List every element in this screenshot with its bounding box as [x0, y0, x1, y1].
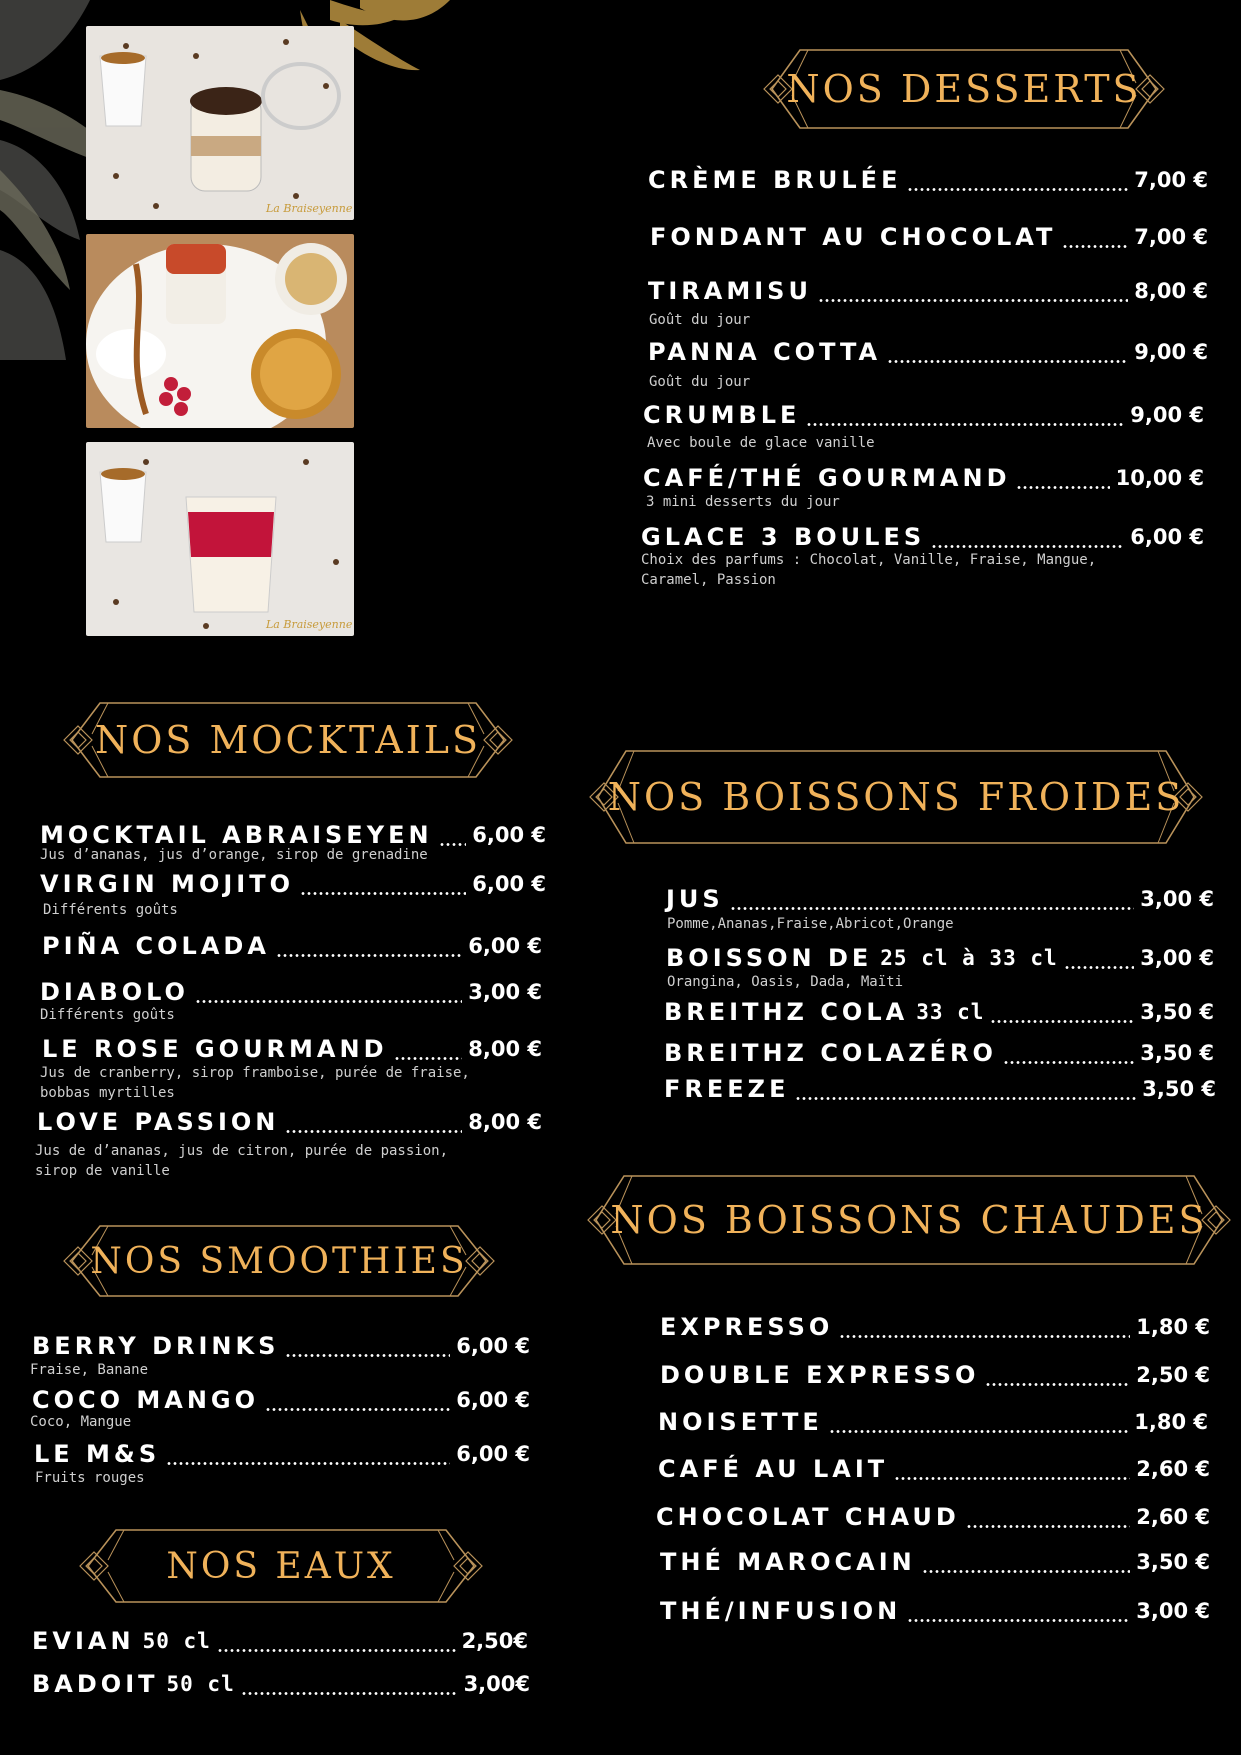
item-name: CAFÉ/THÉ GOURMAND [643, 464, 1011, 492]
item-description: Différents goûts [40, 1007, 175, 1023]
item-description: Fraise, Banane [30, 1362, 149, 1378]
menu-item [666, 941, 1214, 975]
menu-item [660, 1310, 1210, 1344]
item-description: Coco, Mangue [30, 1414, 132, 1430]
panna-cotta-raspberry-photo [86, 442, 354, 636]
eaux-title: NOS EAUX [166, 1545, 396, 1587]
item-description: Jus de cranberry, sirop framboise, purée de fraise, bobbas myrtilles [40, 1065, 470, 1101]
dot-leader [285, 1354, 450, 1357]
item-name: BREITHZ COLAZÉRO [664, 1039, 997, 1067]
mocktails-title: NOS MOCKTAILS [94, 718, 482, 762]
dot-leader [439, 843, 467, 846]
item-price: 2,50€ [461, 1629, 528, 1653]
menu-item [40, 975, 542, 1009]
dot-leader [887, 360, 1128, 363]
item-description: Jus de d’ananas, jus de citron, purée de passion, sirop de vanille [35, 1143, 449, 1179]
menu-item [42, 1032, 542, 1066]
item-name: LOVE PASSION [37, 1108, 280, 1136]
item-name: LE ROSE GOURMAND [42, 1035, 388, 1063]
item-price: 6,00 € [472, 823, 546, 847]
dot-leader [894, 1477, 1130, 1480]
froides-title-badge [584, 737, 1208, 857]
menu-item [658, 1452, 1210, 1486]
dot-leader [1064, 966, 1135, 969]
eaux-title-badge [74, 1516, 488, 1616]
menu-item [650, 220, 1208, 254]
item-price: 3,00 € [468, 980, 542, 1004]
item-price: 8,00 € [468, 1110, 542, 1134]
menu-item [32, 1667, 530, 1701]
item-price: 10,00 € [1115, 466, 1204, 490]
froides-title: NOS BOISSONS FROIDES [607, 775, 1185, 819]
item-name: DIABOLO [40, 978, 189, 1006]
item-price: 2,60 € [1136, 1505, 1210, 1529]
dot-leader [241, 1692, 458, 1695]
menu-item [660, 1358, 1210, 1392]
item-description: Jus d’ananas, jus d’orange, sirop de grenadine [40, 847, 428, 863]
item-price: 6,00 € [468, 934, 542, 958]
item-name: COCO MANGO [32, 1386, 260, 1414]
dot-leader [922, 1570, 1131, 1573]
item-description: Différents goûts [43, 902, 178, 918]
item-price: 3,50 € [1140, 1000, 1214, 1024]
menu-item [32, 1624, 528, 1658]
menu-item [666, 882, 1214, 916]
item-name: BOISSON DE [666, 944, 873, 972]
dot-leader [839, 1335, 1130, 1338]
item-name: PIÑA COLADA [42, 932, 270, 960]
dot-leader [166, 1462, 450, 1465]
menu-item [664, 1072, 1216, 1106]
item-description: Fruits rouges [35, 1470, 145, 1486]
item-name: PANNA COTTA [648, 338, 882, 366]
menu-item [648, 335, 1208, 369]
dot-leader [907, 188, 1128, 191]
item-name: CHOCOLAT CHAUD [656, 1503, 960, 1531]
menu-item [658, 1405, 1208, 1439]
item-name: BADOIT [32, 1670, 159, 1698]
item-name: THÉ MAROCAIN [660, 1548, 916, 1576]
menu-item [643, 398, 1204, 432]
menu-item [40, 867, 546, 901]
menu-item [42, 929, 542, 963]
item-price: 6,00 € [456, 1388, 530, 1412]
item-price: 3,50 € [1140, 1041, 1214, 1065]
item-name: FONDANT AU CHOCOLAT [650, 223, 1057, 251]
dot-leader [1003, 1061, 1134, 1064]
dot-leader [300, 892, 466, 895]
dot-leader [985, 1383, 1130, 1386]
item-name: TIRAMISU [648, 277, 812, 305]
dot-leader [829, 1430, 1128, 1433]
item-price: 3,50 € [1142, 1077, 1216, 1101]
item-name: BREITHZ COLA [664, 998, 909, 1026]
dot-leader [1016, 486, 1109, 489]
item-price: 2,50 € [1136, 1363, 1210, 1387]
item-name: BERRY DRINKS [32, 1332, 280, 1360]
chaudes-title: NOS BOISSONS CHAUDES [610, 1198, 1208, 1242]
menu-item [660, 1545, 1210, 1579]
item-price: 6,00 € [1130, 525, 1204, 549]
menu-item [660, 1594, 1210, 1628]
dessert-jar-chocolate-photo [86, 26, 354, 220]
dot-leader [931, 545, 1124, 548]
item-price: 7,00 € [1134, 168, 1208, 192]
menu-item [32, 1329, 530, 1363]
item-price: 9,00 € [1134, 340, 1208, 364]
item-price: 9,00 € [1130, 403, 1204, 427]
dot-leader [1062, 245, 1128, 248]
item-price: 8,00 € [468, 1037, 542, 1061]
dot-leader [195, 1000, 462, 1003]
svg-text:La Braiseyenne: La Braiseyenne [266, 202, 353, 215]
menu-item [664, 995, 1214, 1029]
dot-leader [285, 1130, 462, 1133]
smoothies-title-badge [58, 1212, 500, 1310]
item-volume: 25 cl à 33 cl [880, 946, 1058, 970]
dessert-platter-photo [86, 234, 354, 428]
item-price: 3,00 € [1140, 887, 1214, 911]
item-price: 3,00 € [1140, 946, 1214, 970]
item-name: THÉ/INFUSION [660, 1597, 902, 1625]
item-name: CAFÉ AU LAIT [658, 1455, 889, 1483]
chaudes-title-badge [582, 1162, 1236, 1278]
item-price: 3,00€ [463, 1672, 530, 1696]
smoothies-title: NOS SMOOTHIES [90, 1240, 468, 1282]
item-name: LE M&S [34, 1440, 161, 1468]
dot-leader [966, 1525, 1130, 1528]
item-description: Pomme,Ananas,Fraise,Abricot,Orange [667, 916, 954, 932]
item-price: 6,00 € [456, 1442, 530, 1466]
item-description: Orangina, Oasis, Dada, Maïti [667, 974, 904, 990]
item-name: VIRGIN MOJITO [40, 870, 294, 898]
dot-leader [265, 1408, 450, 1411]
menu-item [641, 520, 1204, 554]
item-name: DOUBLE EXPRESSO [660, 1361, 980, 1389]
desserts-title-badge [758, 36, 1170, 142]
item-volume: 33 cl [916, 1000, 985, 1024]
item-name: EVIAN [32, 1627, 135, 1655]
item-description: 3 mini desserts du jour [646, 494, 840, 510]
dot-leader [818, 299, 1128, 302]
mocktails-title-badge [58, 689, 518, 791]
item-name: MOCKTAIL ABRAISEYEN [40, 821, 433, 849]
item-price: 6,00 € [472, 872, 546, 896]
dot-leader [806, 423, 1124, 426]
item-name: EXPRESSO [660, 1313, 834, 1341]
item-name: CRÈME BRULÉE [648, 166, 902, 194]
item-name: FREEZE [664, 1075, 790, 1103]
menu-item [664, 1036, 1214, 1070]
item-volume: 50 cl [142, 1629, 211, 1653]
item-price: 6,00 € [456, 1334, 530, 1358]
item-name: CRUMBLE [643, 401, 801, 429]
dot-leader [907, 1619, 1130, 1622]
dot-leader [394, 1057, 463, 1060]
item-price: 1,80 € [1136, 1315, 1210, 1339]
menu-item [648, 163, 1208, 197]
menu-item [37, 1105, 542, 1139]
menu-item [656, 1500, 1210, 1534]
item-description: Avec boule de glace vanille [647, 435, 875, 451]
dot-leader [990, 1020, 1134, 1023]
item-description: Goût du jour [649, 312, 751, 328]
menu-item [648, 274, 1208, 308]
menu-item [643, 461, 1204, 495]
item-volume: 50 cl [166, 1672, 235, 1696]
dot-leader [217, 1649, 456, 1652]
dot-leader [730, 907, 1135, 910]
item-price: 2,60 € [1136, 1457, 1210, 1481]
dot-leader [276, 954, 462, 957]
desserts-title: NOS DESSERTS [786, 67, 1142, 111]
item-price: 1,80 € [1134, 1410, 1208, 1434]
item-description: Goût du jour [649, 374, 751, 390]
item-name: GLACE 3 BOULES [641, 523, 926, 551]
item-description: Choix des parfums : Chocolat, Vanille, Fraise, Mangue, Caramel, Passion [641, 552, 1097, 588]
item-name: JUS [666, 885, 724, 913]
item-name: NOISETTE [658, 1408, 823, 1436]
item-price: 7,00 € [1134, 225, 1208, 249]
menu-item [34, 1437, 530, 1471]
item-price: 3,00 € [1136, 1599, 1210, 1623]
item-price: 3,50 € [1136, 1550, 1210, 1574]
item-price: 8,00 € [1134, 279, 1208, 303]
dot-leader [795, 1097, 1136, 1100]
svg-text:La Braiseyenne: La Braiseyenne [266, 618, 353, 631]
